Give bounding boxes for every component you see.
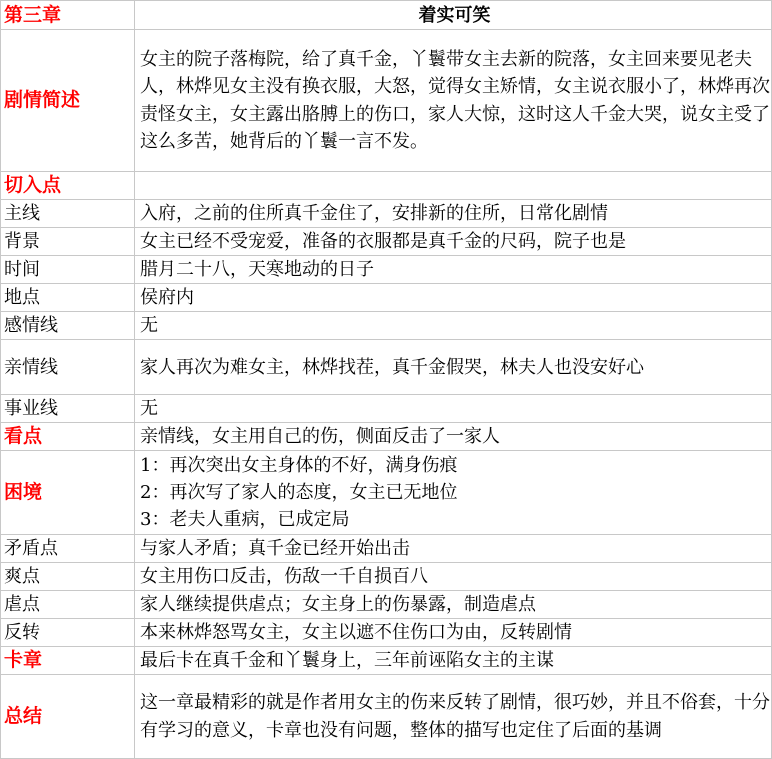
- row-label: 反转: [1, 619, 135, 647]
- row-value: [135, 451, 772, 535]
- table-row: [1, 647, 772, 675]
- row-value: 最后卡在真千金和丫鬟身上，三年前诬陷女主的主谋: [135, 647, 772, 675]
- row-label: 背景: [1, 228, 135, 256]
- dilemma-item: 3：老夫人重病，已成定局: [140, 509, 350, 530]
- table-row: [1, 423, 772, 451]
- row-value: [135, 172, 772, 200]
- row-label: 卡章: [1, 647, 135, 675]
- row-label: 地点: [1, 284, 135, 312]
- table-row: [1, 591, 772, 619]
- table-row: [1, 619, 772, 647]
- row-label: 矛盾点: [1, 535, 135, 563]
- table-row: [1, 30, 772, 172]
- table-row: [1, 312, 772, 340]
- row-value: 无: [135, 395, 772, 423]
- table-header-row: [1, 1, 772, 30]
- row-label: 总结: [1, 675, 135, 759]
- row-label: 亲情线: [1, 340, 135, 395]
- row-value: 与家人矛盾；真千金已经开始出击: [135, 535, 772, 563]
- row-label: 爽点: [1, 563, 135, 591]
- dilemma-item: 1：再次突出女主身体的不好，满身伤痕: [140, 455, 458, 476]
- row-value: 这一章最精彩的就是作者用女主的伤来反转了剧情，很巧妙，并且不俗套，十分有学习的意义，卡章也没有问题，整体的描写也定住了后面的基调: [135, 675, 772, 759]
- table-row: [1, 563, 772, 591]
- row-value: 亲情线，女主用自己的伤，侧面反击了一家人: [135, 423, 772, 451]
- row-value: 腊月二十八，天寒地动的日子: [135, 256, 772, 284]
- row-label: 困境: [1, 451, 135, 535]
- table-row: [1, 284, 772, 312]
- row-value: 家人继续提供虐点；女主身上的伤暴露，制造虐点: [135, 591, 772, 619]
- row-value: 侯府内: [135, 284, 772, 312]
- row-value: 无: [135, 312, 772, 340]
- row-value: 家人再次为难女主，林烨找茬，真千金假哭，林夫人也没安好心: [135, 340, 772, 395]
- row-value: 女主用伤口反击，伤敌一千自损百八: [135, 563, 772, 591]
- dilemma-item: 2：再次写了家人的态度，女主已无地位: [140, 482, 458, 503]
- table-row: [1, 340, 772, 395]
- row-label: 感情线: [1, 312, 135, 340]
- row-label: 看点: [1, 423, 135, 451]
- table-row: [1, 200, 772, 228]
- table-row: [1, 256, 772, 284]
- chapter-label: 第三章: [1, 1, 135, 30]
- chapter-title: 着实可笑: [135, 1, 772, 30]
- row-label: 切入点: [1, 172, 135, 200]
- row-label: 虐点: [1, 591, 135, 619]
- table-row: [1, 395, 772, 423]
- row-label: 主线: [1, 200, 135, 228]
- row-value: 女主的院子落梅院，给了真千金，丫鬟带女主去新的院落，女主回来要见老夫人，林烨见女主没有换衣服，大怒，觉得女主矫情，女主说衣服小了，林烨再次责怪女主，女主露出胳膊上的伤口，家人大惊，这时这人千金大哭，说女主受了这么多苦，她背后的丫鬟一言不发。: [135, 30, 772, 172]
- table-row: [1, 228, 772, 256]
- row-value: 本来林烨怒骂女主，女主以遮不住伤口为由，反转剧情: [135, 619, 772, 647]
- table-row: [1, 535, 772, 563]
- row-label: 剧情简述: [1, 30, 135, 172]
- row-label: 事业线: [1, 395, 135, 423]
- row-label: 时间: [1, 256, 135, 284]
- row-value: 入府，之前的住所真千金住了，安排新的住所，日常化剧情: [135, 200, 772, 228]
- table-row: [1, 172, 772, 200]
- table-row: [1, 451, 772, 535]
- table-row: [1, 675, 772, 759]
- row-value: 女主已经不受宠爱，准备的衣服都是真千金的尺码，院子也是: [135, 228, 772, 256]
